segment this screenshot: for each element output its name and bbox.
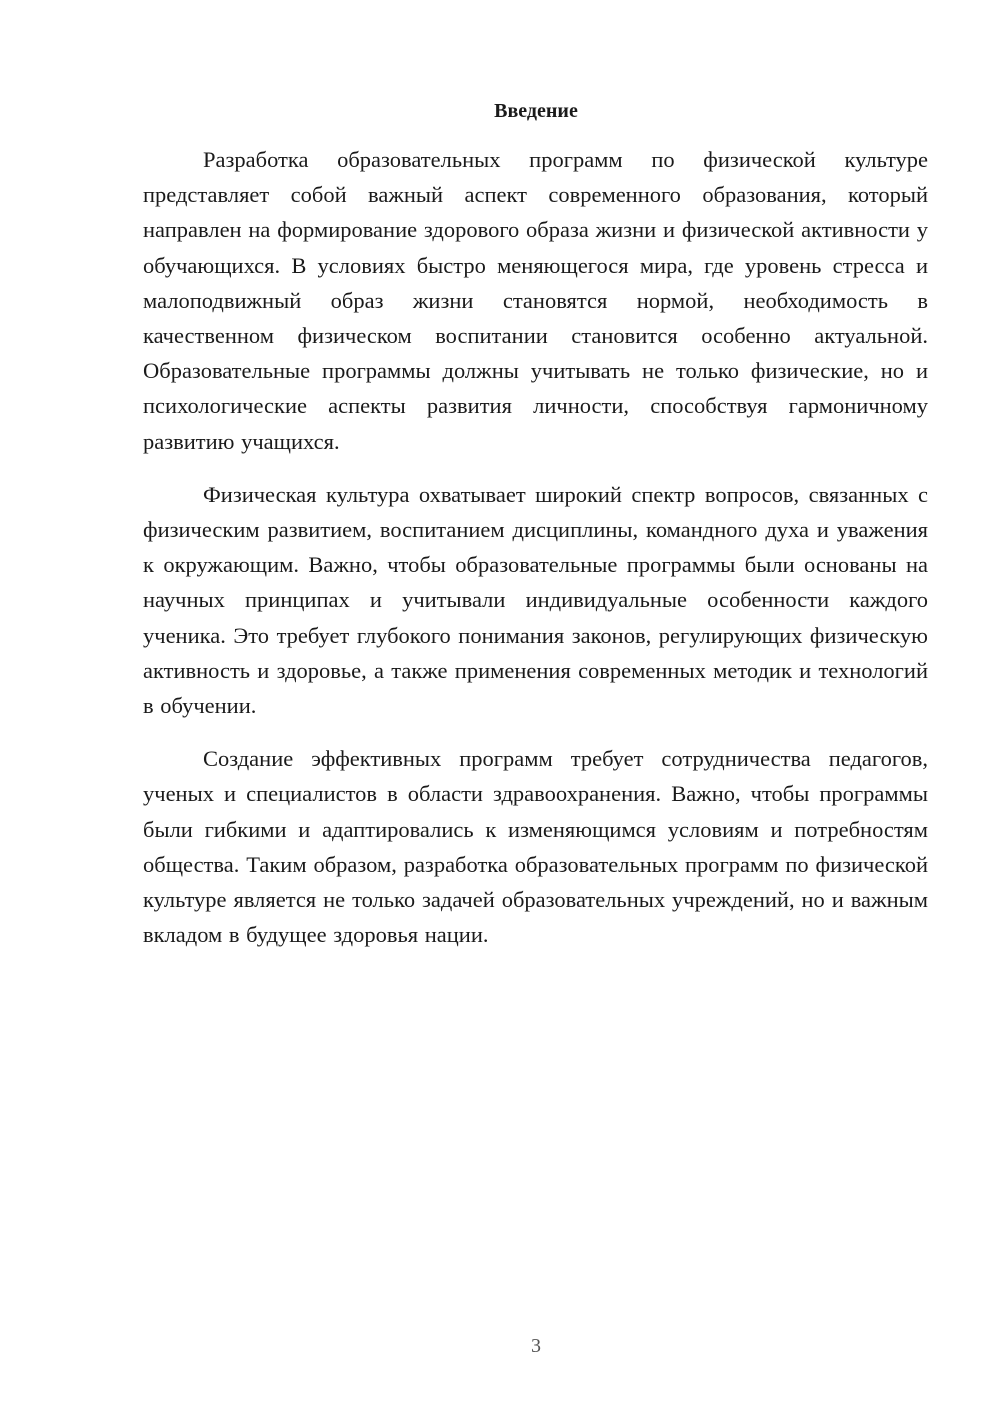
- paragraph-2: Физическая культура охватывает широкий спектр вопросов, связанных с физическим развитием, воспитанием дисциплины, командного духа и уважения к окружающим. Важно, чтобы образовательные программы были основаны на научных принципах и учитывали индивидуальные особенности каждого ученика. Это требует глубокого понимания законов, регулирующих физическую активность и здоровье, а также применения современных методик и технологий в обучении.: [143, 481, 928, 719]
- paragraph-1: Разработка образовательных программ по физической культуре представляет собой важный аспект современного образования, который направлен на формирование здорового образа жизни и физической активности у обучающихся. В условиях быстро меняющегося мира, где уровень стресса и малоподвижный образ жизни становятся нормой, необходимость в качественном физическом воспитании становится особенно актуальной. Образовательные программы должны учитывать не только физические, но и психологические аспекты развития личности, способствуя гармоничному развитию учащихся.: [143, 147, 928, 454]
- body-text: [143, 142, 928, 952]
- paragraph-3: Создание эффективных программ требует сотрудничества педагогов, ученых и специалистов в области здравоохранения. Важно, чтобы программы были гибкими и адаптировались к изменяющимся условиям и потребностям общества. Таким образом, разработка образовательных программ по физической культуре является не только задачей образовательных учреждений, но и важным вкладом в будущее здоровья нации.: [143, 746, 928, 948]
- page-title: Введение: [494, 100, 578, 122]
- page-number: 3: [531, 1335, 541, 1357]
